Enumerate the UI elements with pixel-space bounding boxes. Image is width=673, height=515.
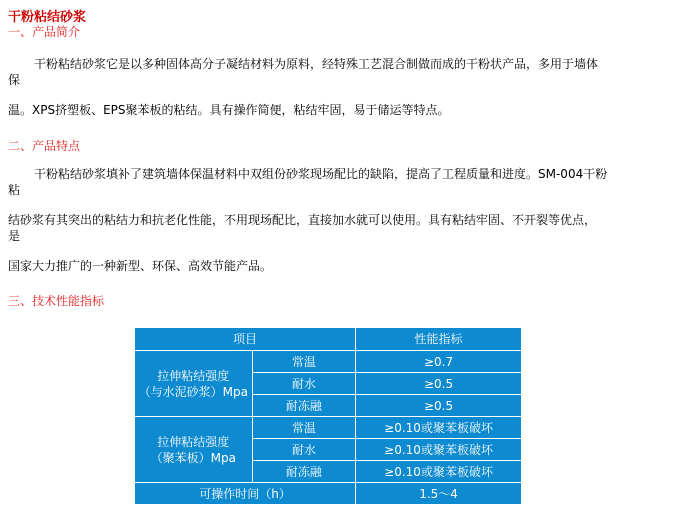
section-heading-features: 二、产品特点 xyxy=(8,139,81,153)
condition-cell: 耐冻融 xyxy=(252,461,356,483)
condition-cell: 耐水 xyxy=(252,439,356,461)
group1-label-line-1: 拉伸粘结强度 xyxy=(157,368,230,383)
condition-cell: 常温 xyxy=(252,417,356,439)
features-line-3: 国家大力推广的一种新型、环保、高效节能产品。 xyxy=(8,259,273,273)
intro-line-1-wrap: 保 xyxy=(8,73,21,87)
page-title: 干粉粘结砂浆 xyxy=(8,10,87,25)
group1-label-line-2: （与水泥砂浆）Mpa xyxy=(138,384,248,399)
value-cell: ≥0.7 xyxy=(356,351,522,373)
features-line-1-wrap: 粘 xyxy=(8,183,21,197)
features-line-2: 结砂浆有其突出的粘结力和抗老化性能，不用现场配比，直接加水就可以使用。具有粘结牢固、不开裂等优点， xyxy=(8,213,597,227)
section-heading-specs: 三、技术性能指标 xyxy=(8,294,105,308)
table-row xyxy=(135,351,522,373)
features-paragraph xyxy=(8,166,658,274)
group2-label-line-2: （聚苯板）Mpa xyxy=(150,450,236,465)
condition-cell: 耐水 xyxy=(252,373,356,395)
table-row xyxy=(135,483,522,505)
value-cell: ≥0.10或聚苯板破坏 xyxy=(356,461,522,483)
table-row xyxy=(135,417,522,439)
features-line-1: 干粉粘结砂浆填补了建筑墙体保温材料中双组份砂浆现场配比的缺陷，提高了工程质量和进度。SM-004干粉 xyxy=(34,167,608,181)
features-line-2-wrap: 是 xyxy=(8,229,21,243)
intro-paragraph xyxy=(8,56,658,118)
table-header-item: 项目 xyxy=(135,328,356,351)
group2-label-line-1: 拉伸粘结强度 xyxy=(157,434,230,449)
value-cell: ≥0.10或聚苯板破坏 xyxy=(356,417,522,439)
table-header-spec: 性能指标 xyxy=(356,328,522,351)
operable-time-value: 1.5～4 xyxy=(356,483,522,505)
section-heading-intro: 一、产品简介 xyxy=(8,25,81,39)
condition-cell: 常温 xyxy=(252,351,356,373)
spec-table xyxy=(134,327,522,505)
group1-label xyxy=(135,351,253,417)
value-cell: ≥0.10或聚苯板破坏 xyxy=(356,439,522,461)
table-header-row xyxy=(135,328,522,351)
value-cell: ≥0.5 xyxy=(356,373,522,395)
operable-time-label: 可操作时间（h） xyxy=(135,483,356,505)
intro-line-1: 干粉粘结砂浆它是以多种固体高分子凝结材料为原料，经特殊工艺混合制做而成的干粉状产品，多用于墙体 xyxy=(34,57,599,71)
value-cell: ≥0.5 xyxy=(356,395,522,417)
group2-label xyxy=(135,417,253,483)
condition-cell: 耐冻融 xyxy=(252,395,356,417)
intro-line-2: 温。XPS挤塑板、EPS聚苯板的粘结。具有操作简便，粘结牢固，易于储运等特点。 xyxy=(8,103,450,117)
